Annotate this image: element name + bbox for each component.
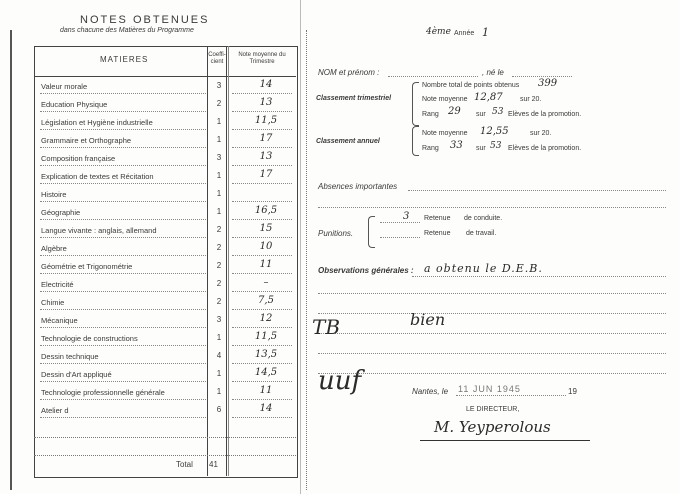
class-trim-label: Classement trimestriel [316, 95, 392, 102]
subject-note: 14 [259, 79, 273, 90]
subject-name: Mécanique [41, 316, 78, 325]
grade-row [36, 385, 296, 403]
grade-row [36, 259, 296, 277]
rang-annuel-effectif: 53 [490, 141, 502, 151]
moyenne-trim-value: 12,87 [474, 92, 503, 103]
subject-coef: 1 [216, 333, 222, 342]
retenue-conduite-label: Retenue [424, 215, 451, 222]
grade-row [36, 133, 296, 151]
subject-coef: 2 [216, 243, 222, 252]
subject-coef: 1 [216, 207, 222, 216]
subject-name: Géométrie et Trigonométrie [41, 262, 133, 271]
subject-coef: 1 [216, 135, 222, 144]
absences-label: Absences importantes [318, 182, 398, 191]
retenue-conduite-count: 3 [403, 211, 410, 222]
moyenne-annuel-label: Note moyenne [422, 130, 468, 137]
annee-label: Année [454, 30, 475, 37]
col-header-coef: Coeffi- cient [208, 52, 226, 65]
subject-name: Géographie [41, 208, 81, 217]
subject-note: 13 [259, 97, 273, 108]
subject-note: 12 [259, 313, 273, 324]
subject-name: Technologie professionnelle générale [41, 388, 165, 397]
subject-coef: 3 [216, 153, 222, 162]
subject-name: Atelier d [41, 406, 69, 415]
subject-note: 17 [259, 169, 273, 180]
subject-coef: 1 [216, 171, 222, 180]
grade-row [36, 349, 296, 367]
retenue-conduite-suffix: de conduite. [464, 215, 503, 222]
subject-note: 11 [259, 385, 273, 396]
subject-name: Technologie de constructions [41, 334, 138, 343]
subject-note: 14,5 [254, 367, 278, 378]
subject-name: Dessin d'Art appliqué [41, 370, 112, 379]
points-label: Nombre total de points obtenus [422, 82, 520, 89]
subject-coef: 2 [216, 261, 222, 270]
subject-note: 17 [259, 133, 273, 144]
subject-note: 15 [259, 223, 273, 234]
subject-coef: 1 [216, 189, 222, 198]
observations-value: a obtenu le D.E.B. [424, 262, 543, 275]
left-header-title: NOTES OBTENUES [80, 14, 210, 26]
subject-note: 14 [259, 403, 273, 414]
moyenne-annuel-value: 12,55 [480, 126, 509, 137]
rang-trim-label: Rang [422, 111, 439, 118]
bien-mention: bien [410, 310, 446, 329]
ne-le-label: , né le [482, 68, 504, 77]
grade-row [36, 97, 296, 115]
subject-name: Histoire [41, 190, 67, 199]
subject-note: 7,5 [258, 295, 274, 306]
subject-coef: 3 [216, 81, 222, 90]
subject-note: 11 [259, 259, 273, 270]
subject-note: 11,5 [254, 331, 278, 342]
left-header-subtitle: dans chacune des Matières du Programme [60, 27, 194, 34]
rang-annuel-value: 33 [450, 140, 463, 151]
subject-coef: 2 [216, 99, 222, 108]
subject-coef: 3 [216, 315, 222, 324]
subject-coef: 1 [216, 369, 222, 378]
class-annuel-label: Classement annuel [316, 138, 380, 145]
col-header-matieres: MATIERES [100, 55, 149, 64]
points-value: 399 [538, 78, 558, 89]
col-header-note: Note moyenne du Trimestre [238, 52, 286, 65]
rang-trim-effectif: 53 [492, 107, 504, 117]
subject-coef: 1 [216, 387, 222, 396]
retenue-travail-suffix: de travail. [466, 230, 497, 237]
grade-row [36, 331, 296, 349]
subject-note: – [263, 277, 269, 288]
subject-note: 13 [259, 151, 273, 162]
subject-coef: 2 [216, 225, 222, 234]
subject-note: 10 [259, 241, 273, 252]
rang-annuel-sur: sur [476, 145, 486, 152]
annee-value: 1 [482, 26, 489, 39]
grade-row [36, 79, 296, 97]
paraphe: uuf [318, 366, 362, 396]
subject-name: Valeur morale [41, 82, 88, 91]
total-label: Total [176, 460, 193, 469]
subject-name: Algèbre [41, 244, 67, 253]
rang-trim-value: 29 [448, 106, 461, 117]
subject-name: Electricité [41, 280, 74, 289]
subject-name: Législation et Hygiène industrielle [41, 118, 153, 127]
subject-note: 11,5 [254, 115, 278, 126]
grade-row [36, 205, 296, 223]
grade-row [36, 115, 296, 133]
subject-coef: 2 [216, 279, 222, 288]
grade-row [36, 367, 296, 385]
date-stamp: 11 JUN 1945 [458, 384, 521, 394]
subject-coef: 4 [216, 351, 222, 360]
lieu-label: Nantes, le [412, 387, 449, 396]
grade-row [36, 241, 296, 259]
subject-name: Langue vivante : anglais, allemand [41, 226, 157, 235]
subject-name: Education Physique [41, 100, 108, 109]
grade-row [36, 295, 296, 313]
grade-row [36, 403, 296, 421]
grade-row [36, 313, 296, 331]
nom-label: NOM et prénom : [318, 68, 380, 77]
grade-row [36, 151, 296, 169]
retenue-travail-label: Retenue [424, 230, 451, 237]
total-coef-value: 41 [209, 460, 218, 469]
rang-trim-eleves: Elèves de la promotion. [508, 111, 582, 118]
director-signature: M. Yeyperolous [434, 418, 551, 436]
subject-name: Composition française [41, 154, 116, 163]
moyenne-trim-sur20: sur 20. [520, 96, 542, 103]
year-suffix: 19 [568, 387, 577, 396]
subject-coef: 2 [216, 297, 222, 306]
moyenne-annuel-sur20: sur 20. [530, 130, 552, 137]
rang-trim-sur: sur [476, 111, 486, 118]
directeur-label: LE DIRECTEUR, [466, 406, 520, 413]
grade-row [36, 169, 296, 187]
subject-coef: 6 [216, 405, 222, 414]
subject-name: Grammaire et Orthographe [41, 136, 132, 145]
subject-note: 16,5 [254, 205, 278, 216]
rang-annuel-label: Rang [422, 145, 439, 152]
observations-label: Observations générales : [318, 266, 414, 275]
moyenne-trim-label: Note moyenne [422, 96, 468, 103]
subject-coef: 1 [216, 117, 222, 126]
tb-initials: TB [312, 315, 341, 339]
grade-row [36, 223, 296, 241]
grade-row [36, 187, 296, 205]
subject-name: Dessin technique [41, 352, 99, 361]
punitions-label: Punitions. [318, 229, 354, 238]
subject-note: 13,5 [254, 349, 278, 360]
annee-prefix: 4ème [426, 27, 451, 37]
grade-row [36, 277, 296, 295]
subject-name: Explication de textes et Récitation [41, 172, 154, 181]
rang-annuel-eleves: Elèves de la promotion. [508, 145, 582, 152]
subject-name: Chimie [41, 298, 65, 307]
